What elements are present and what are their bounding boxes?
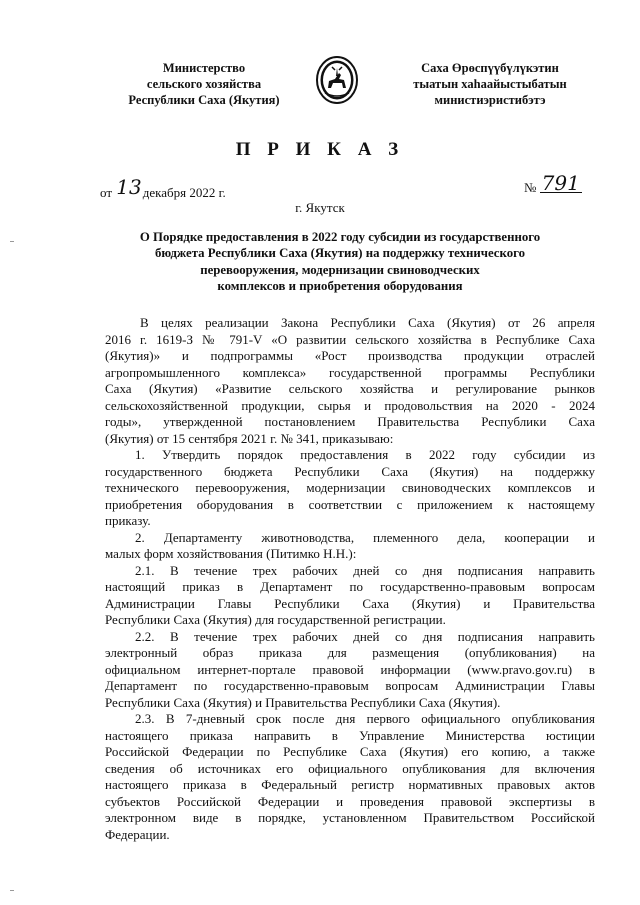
body-line: (Якутия)» и подпрограммы «Рост производства продукции отраслей bbox=[105, 348, 595, 363]
body-line: сельскохозяйственной продукции, сырья и продовольствия на 2020 - 2024 bbox=[105, 397, 595, 413]
subject-line: перевооружения, модернизации свиноводческих bbox=[200, 262, 480, 277]
document-title: П Р И К А З bbox=[235, 139, 405, 160]
body-line: технического перевооружения, модернизации свиноводческих комплексов и bbox=[105, 480, 595, 495]
order-body bbox=[105, 315, 595, 843]
city: г. Якутск bbox=[295, 200, 345, 215]
body-line: годы», утвержденной постановлением Правительства Республики Саха bbox=[105, 414, 595, 429]
order-date bbox=[100, 175, 226, 202]
body-line: настоящего приказа в Федеральный регистр нормативных правовых актов bbox=[105, 777, 595, 792]
body-line: 2.1. В течение трех рабочих дней со дня подписания направить bbox=[135, 562, 595, 578]
body-line: 1. Утвердить порядок предоставления в 2022 году субсидии из bbox=[135, 447, 595, 462]
scan-edge-mark bbox=[10, 890, 14, 891]
body-line: Департамент по государственно-правовым вопросам Администрации Главы bbox=[105, 678, 595, 693]
body-line: государственного бюджета Республики Саха (Якутия) на поддержку bbox=[105, 463, 595, 479]
header-left-line: сельского хозяйства bbox=[146, 77, 262, 91]
header-left-line: Министерство bbox=[162, 61, 246, 75]
order-number bbox=[524, 171, 582, 196]
body-line: приказу. bbox=[105, 513, 151, 528]
ministry-name-yakut bbox=[405, 60, 575, 108]
body-line: сведения об источниках его официального опубликования для включения bbox=[105, 760, 595, 776]
header-right-line: Саха Өрөспүүбүлүкэтин bbox=[421, 61, 559, 75]
body-line: приобретения оборудования в соответствии с приложением к настоящему bbox=[105, 496, 595, 512]
order-subject bbox=[80, 229, 600, 295]
body-line: Саха (Якутия) «Развитие сельского хозяйства и регулирование рынков bbox=[105, 381, 595, 396]
header-right-line: министиэристибэтэ bbox=[434, 93, 546, 107]
body-line: 2. Департаменту животноводства, племенного дела, кооперации и bbox=[135, 529, 595, 545]
body-line: Федерации. bbox=[105, 826, 170, 842]
body-line: электронном виде в порядке, установленном Правительством Российской bbox=[105, 810, 595, 825]
body-line: 2.3. В 7-дневный срок после дня первого официального опубликования bbox=[135, 711, 595, 726]
date-prefix: от bbox=[100, 185, 113, 200]
body-line: настоящий приказ в Департамент по государственно-правовым вопросам bbox=[105, 579, 595, 594]
number-prefix: № bbox=[524, 180, 537, 195]
body-line: официальном интернет-портале правовой информации (www.pravo.gov.ru) в bbox=[105, 661, 595, 677]
handwritten-number: 791 bbox=[541, 171, 580, 195]
body-line: Республики Саха (Якутия) и Правительства Республики Саха (Якутия). bbox=[105, 694, 501, 710]
body-line: Администрации Главы Республики Саха (Якутия) и Правительства bbox=[105, 595, 595, 611]
body-line: (Якутия) от 15 сентября 2021 г. № 341, приказываю: bbox=[105, 430, 394, 446]
coat-of-arms-emblem bbox=[315, 55, 359, 105]
date-month-year: декабря 2022 г. bbox=[142, 185, 226, 200]
subject-line: О Порядке предоставления в 2022 году субсидии из государственного bbox=[139, 230, 541, 244]
body-line: Республики Саха (Якутия) для государственной регистрации. bbox=[105, 612, 446, 627]
body-line: В целях реализации Закона Республики Саха (Якутия) от 26 апреля bbox=[140, 315, 595, 330]
subject-line: комплексов и приобретения оборудования bbox=[217, 279, 463, 294]
body-line: агропромышленного комплекса» государственной программы Республики bbox=[105, 364, 595, 380]
header-right-line: тыатын хаһаайыстыбатын bbox=[413, 77, 567, 91]
body-line: субъектов Российской Федерации и проведения правовой экспертизы в bbox=[105, 793, 595, 809]
body-line: 2016 г. 1619-З № 791-V «О развитии сельского хозяйства в Республике Саха bbox=[105, 331, 595, 347]
body-line: малых форм хозяйствования (Питимко Н.Н.): bbox=[105, 546, 357, 561]
handwritten-day: 13 bbox=[116, 175, 142, 199]
ministry-name-russian bbox=[110, 60, 298, 108]
body-line: электронный образ приказа для размещения (опубликования) на bbox=[105, 645, 595, 660]
header-left-line: Республики Саха (Якутия) bbox=[128, 93, 280, 107]
body-line: настоящего приказа направить в Управление Министерства юстиции bbox=[105, 727, 595, 743]
scan-edge-mark bbox=[10, 241, 14, 242]
body-line: Российской Федерации по Республике Саха (Якутия) его копию, а также bbox=[105, 744, 595, 759]
subject-line: бюджета Республики Саха (Якутия) на поддержку технического bbox=[155, 246, 525, 261]
body-line: 2.2. В течение трех рабочих дней со дня подписания направить bbox=[135, 628, 595, 644]
